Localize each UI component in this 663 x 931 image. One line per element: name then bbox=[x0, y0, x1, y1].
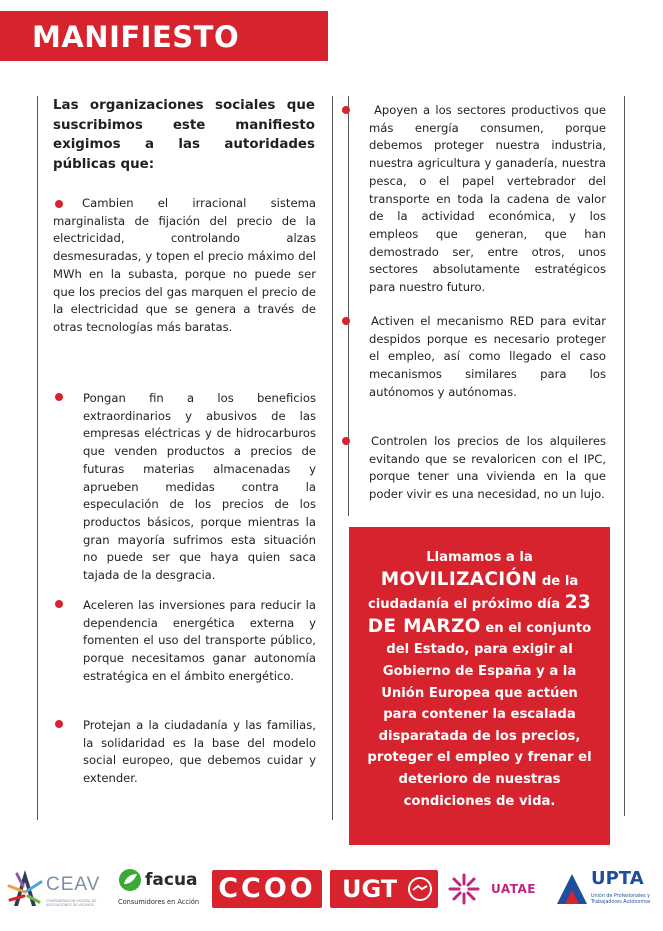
callout-text: Llamamos a la bbox=[426, 550, 533, 565]
demand-text: Aceleren las inversiones para reducir la dependencia energética externa y fomenten el uso del transporte público, porque necesitamos ganar autonomía estratégica en el ámbito energético. bbox=[83, 598, 316, 683]
uatae-star-icon bbox=[447, 872, 481, 906]
demand-text: Cambien el irracional sistema marginalista de fijación del precio de la electricidad, controlando alzas desmesuradas, y topen el precio máximo del MWh en la subasta, porque no puede ser que los precios del gas marquen el precio de la electricidad que se genera a través de otras tecnologías más baratas. bbox=[53, 196, 316, 334]
demand-item bbox=[53, 390, 316, 585]
bullet-dot-icon bbox=[55, 720, 63, 728]
upta-name: UPTA bbox=[591, 868, 644, 889]
ugt-logo bbox=[330, 870, 438, 908]
demand-item bbox=[340, 102, 606, 297]
demand-text: Apoyen a los sectores productivos que más energía consumen, porque debemos proteger nuestra industria, nuestra agricultura y ganadería, nuestra pesca, o el papel vertebrador del transporte en toda la cadena de valor de la actividad económica, y los empleos que generan, que han demostrado ser, entre otros, unos sectores absolutamente estratégicos para nuestro futuro. bbox=[369, 103, 606, 295]
demand-text: Controlen los precios de los alquileres evitando que se revaloricen con el IPC, porque tener una vivienda en la que poder vivir es una necesidad, no un lujo. bbox=[369, 434, 606, 502]
demand-item bbox=[53, 597, 316, 686]
callout-highlight-date: 23 DE MARZO bbox=[367, 592, 592, 637]
left-column-rule bbox=[37, 96, 38, 820]
uatae-logo bbox=[447, 870, 547, 908]
mobilization-callout bbox=[349, 527, 610, 845]
ccoo-name: CCOO bbox=[212, 870, 322, 908]
bullet-dot-icon bbox=[55, 200, 63, 208]
ugt-name: UGT bbox=[330, 870, 438, 908]
facua-leaf-icon bbox=[118, 868, 142, 892]
bullet-dot-icon bbox=[342, 317, 350, 325]
right-column-rule bbox=[624, 96, 625, 816]
upta-subtitle: Unión de Profesionales y Trabajadores Autónomos bbox=[591, 894, 651, 905]
center-column-rule-left bbox=[332, 96, 333, 820]
demand-item bbox=[340, 433, 606, 504]
facua-name: facua bbox=[145, 870, 198, 890]
demand-item bbox=[53, 717, 316, 788]
bullet-dot-icon bbox=[342, 437, 350, 445]
ccoo-logo bbox=[212, 870, 322, 908]
ceav-logo bbox=[6, 866, 110, 914]
upta-logo bbox=[555, 866, 657, 914]
bullet-dot-icon bbox=[55, 393, 63, 401]
demand-item bbox=[53, 195, 316, 337]
demand-text: Activen el mecanismo RED para evitar despidos porque es necesario proteger el empleo, así como llegado el caso mecanismos similares para los autónomos y autónomas. bbox=[369, 314, 606, 399]
demand-item bbox=[340, 313, 606, 402]
ugt-handshake-icon bbox=[407, 876, 433, 902]
page-title: MANIFIESTO bbox=[32, 20, 240, 54]
bullet-dot-icon bbox=[55, 600, 63, 608]
facua-subtitle: Consumidores en Acción bbox=[118, 898, 200, 906]
callout-text: de la ciudadanía el próximo día bbox=[367, 573, 579, 613]
facua-logo bbox=[118, 868, 202, 912]
bullet-dot-icon bbox=[342, 106, 350, 114]
ceav-name: CEAV bbox=[46, 874, 101, 895]
callout-highlight-mobilization: MOVILIZACIÓN bbox=[380, 568, 538, 590]
callout-text: en el conjunto del Estado, para exigir al Gobierno de España y a la Unión Europea que actúen para contener la escalada disparatada de los precios, proteger el empleo y frenar el deterioro de nuestras condiciones de vida. bbox=[367, 620, 592, 809]
uatae-name: UATAE bbox=[491, 882, 536, 896]
upta-emblem-icon bbox=[555, 872, 589, 906]
intro-paragraph: Las organizaciones sociales que suscribimos este manifiesto exigimos a las autoridades públicas que: bbox=[53, 98, 315, 172]
ceav-subtitle: CONFEDERACIÓN ESTATAL DE ASOCIACIONES DE VECINOS bbox=[46, 899, 97, 907]
organization-logos bbox=[0, 858, 663, 918]
demand-text: Pongan fin a los beneficios extraordinarios y abusivos de las empresas eléctricas y de hidrocarburos que venden productos a precios de futuras materias almacenadas y aprueben medidas contra la especulación de los precios de los productos básicos, porque mientras la gran mayoría sufrimos esta situación no puede ser que haya quien saca tajada de la desgracia. bbox=[83, 391, 316, 583]
demand-text: Protejan a la ciudadanía y las familias, la solidaridad es la base del modelo social europeo, que debemos cuidar y extender. bbox=[83, 718, 316, 786]
ceav-emblem-icon bbox=[6, 866, 44, 910]
